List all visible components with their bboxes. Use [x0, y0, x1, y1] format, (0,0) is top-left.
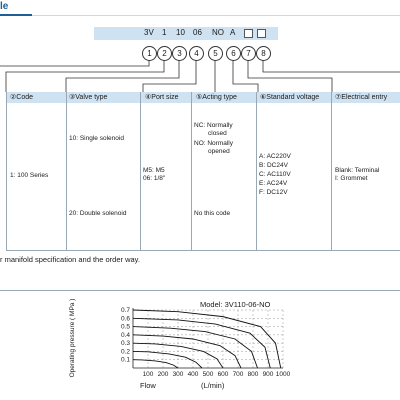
code-segment-voltage: A [230, 28, 236, 37]
cell-voltage-b: B: DC24V [259, 162, 288, 169]
cell-port-06: 06: 1/8" [143, 175, 166, 182]
code-segment-series: 3V [144, 28, 154, 37]
cell-code: 1: 100 Series [10, 172, 49, 179]
code-segment-port-size: 06 [193, 28, 202, 37]
y-tick-label: 0.7 [120, 307, 130, 314]
cell-electrical-grommet: I: Grommet [335, 175, 368, 182]
header-port-size: ④Port size [145, 94, 179, 101]
cell-port-m5: M5: M5 [143, 167, 165, 174]
cell-voltage-a: A: AC220V [259, 153, 291, 160]
cell-acting-none: No this code [194, 210, 231, 217]
section-title: le [0, 1, 9, 12]
number-circle-1: 1 [142, 46, 157, 61]
number-circle-5: 5 [208, 46, 223, 61]
chart-y-label: Operating pressure ( MPa ) [69, 298, 76, 378]
code-segment-valve-type: 10 [176, 28, 185, 37]
header-standard-voltage: ⑥Standard voltage [260, 94, 320, 101]
chart-x-label: Flow [140, 381, 156, 390]
number-circle-8: 8 [256, 46, 271, 61]
chart-title: Model: 3V110-06-NO [200, 300, 271, 309]
header-electrical-entry: ⑦Electrical entry [335, 94, 388, 101]
x-tick-label: 100 [142, 371, 154, 378]
x-tick-label: 800 [247, 371, 259, 378]
y-tick-label: 0.3 [120, 340, 130, 348]
x-tick-label: 500 [202, 371, 214, 378]
y-tick-label: 0.6 [120, 315, 130, 323]
code-segment-code: 1 [162, 28, 167, 37]
series-line-7 [133, 360, 178, 368]
header-acting-type: ⑤Acting type [196, 94, 237, 101]
cell-acting-nc-2: closed [208, 130, 227, 137]
x-tick-label: 1000 [275, 371, 291, 378]
x-tick-label: 700 [232, 371, 244, 378]
x-tick-label: 900 [262, 371, 274, 378]
cell-valve-single: 10: Single solenoid [69, 135, 124, 142]
cell-voltage-c: C: AC110V [259, 171, 291, 178]
cell-acting-no-1: NO: Normally [194, 140, 234, 147]
number-circle-3: 3 [172, 46, 187, 61]
cell-voltage-e: E: AC24V [259, 180, 288, 187]
y-tick-label: 0.4 [120, 331, 130, 339]
y-tick-label: 0.1 [120, 356, 130, 364]
number-circle-4: 4 [189, 46, 204, 61]
cell-voltage-f: F: DC12V [259, 189, 288, 196]
y-tick-label: 0.2 [120, 348, 130, 356]
footnote: r manifold specification and the order way. [0, 255, 140, 264]
header-code: ②Code [10, 94, 34, 101]
x-tick-label: 200 [157, 371, 169, 378]
cell-acting-no-2: opened [208, 148, 230, 155]
cell-electrical-terminal: Blank: Terminal [335, 167, 380, 174]
header-valve-type: ③Valve type [69, 94, 108, 101]
number-circle-7: 7 [241, 46, 256, 61]
x-tick-label: 600 [217, 371, 229, 378]
x-tick-label: 400 [187, 371, 199, 378]
number-circle-2: 2 [157, 46, 172, 61]
chart-x-unit: (L/min) [201, 381, 225, 390]
number-circle-6: 6 [226, 46, 241, 61]
x-tick-label: 300 [172, 371, 184, 378]
code-segment-acting-type: NO [212, 28, 224, 37]
cell-valve-double: 20: Double solenoid [69, 210, 127, 217]
y-tick-label: 0.5 [120, 323, 130, 331]
cell-acting-nc-1: NC: Normally [194, 122, 233, 129]
